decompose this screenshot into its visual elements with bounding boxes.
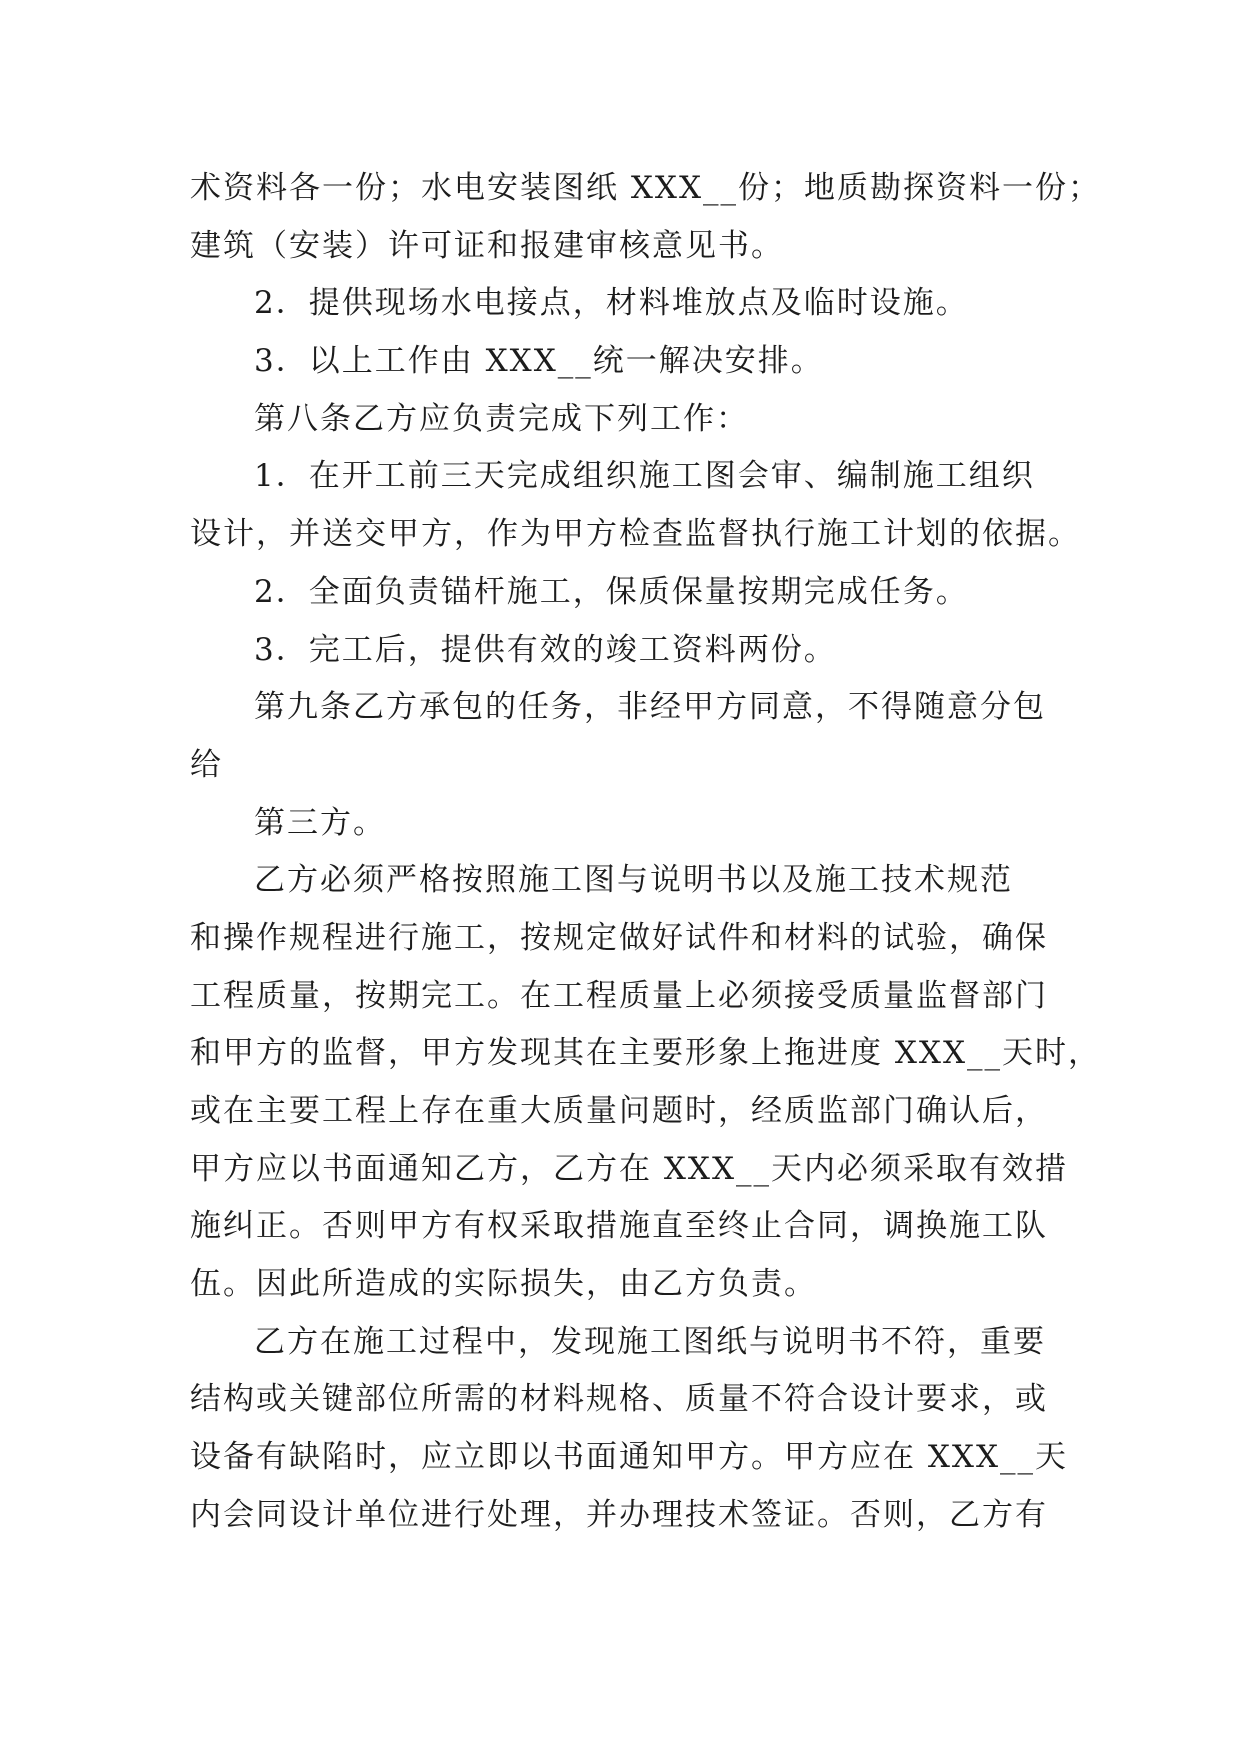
text-line: 术资料各一份；水电安装图纸 XXX__份；地质勘探资料一份； <box>190 170 1102 206</box>
text-line: 或在主要工程上存在重大质量问题时，经质监部门确认后， <box>190 1093 1048 1129</box>
text-line: 内会同设计单位进行处理，并办理技术签证。否则，乙方有 <box>190 1496 1048 1533</box>
text-line: 2．提供现场水电接点，材料堆放点及临时设施。 <box>254 285 969 322</box>
text-line: 第八条乙方应负责完成下列工作： <box>254 400 749 437</box>
text-line: 设计，并送交甲方，作为甲方检查监督执行施工计划的依据。 <box>190 516 1081 553</box>
text-line: 工程质量，按期完工。在工程质量上必须接受质量监督部门 <box>190 977 1048 1014</box>
text-line: 施纠正。否则甲方有权采取措施直至终止合同，调换施工队 <box>190 1208 1048 1245</box>
text-line: 建筑（安装）许可证和报建审核意见书。 <box>190 227 784 264</box>
text-line: 1．在开工前三天完成组织施工图会审、编制施工组织 <box>254 458 1035 495</box>
text-line: 乙方在施工过程中，发现施工图纸与说明书不符，重要 <box>254 1323 1046 1360</box>
text-line: 和操作规程进行施工，按规定做好试件和材料的试验，确保 <box>190 919 1048 956</box>
text-line: 给 <box>190 746 223 783</box>
text-line: 和甲方的监督，甲方发现其在主要形象上拖进度 XXX__天时， <box>190 1035 1102 1072</box>
text-line: 乙方必须严格按照施工图与说明书以及施工技术规范 <box>254 862 1013 899</box>
contract-text-body <box>190 160 1102 1545</box>
text-line: 第三方。 <box>254 804 386 841</box>
text-line: 伍。因此所造成的实际损失，由乙方负责。 <box>190 1266 817 1303</box>
text-line: 设备有缺陷时，应立即以书面通知甲方。甲方应在 XXX__天 <box>190 1439 1069 1476</box>
text-line: 2．全面负责锚杆施工，保质保量按期完成任务。 <box>254 573 969 610</box>
text-line: 第九条乙方承包的任务，非经甲方同意，不得随意分包 <box>254 689 1046 726</box>
text-line: 结构或关键部位所需的材料规格、质量不符合设计要求，或 <box>190 1381 1048 1418</box>
text-line: 甲方应以书面通知乙方，乙方在 XXX__天内必须采取有效措 <box>190 1150 1069 1187</box>
text-line: 3．以上工作由 XXX__统一解决安排。 <box>254 343 824 380</box>
text-line: 3．完工后，提供有效的竣工资料两份。 <box>254 631 837 668</box>
